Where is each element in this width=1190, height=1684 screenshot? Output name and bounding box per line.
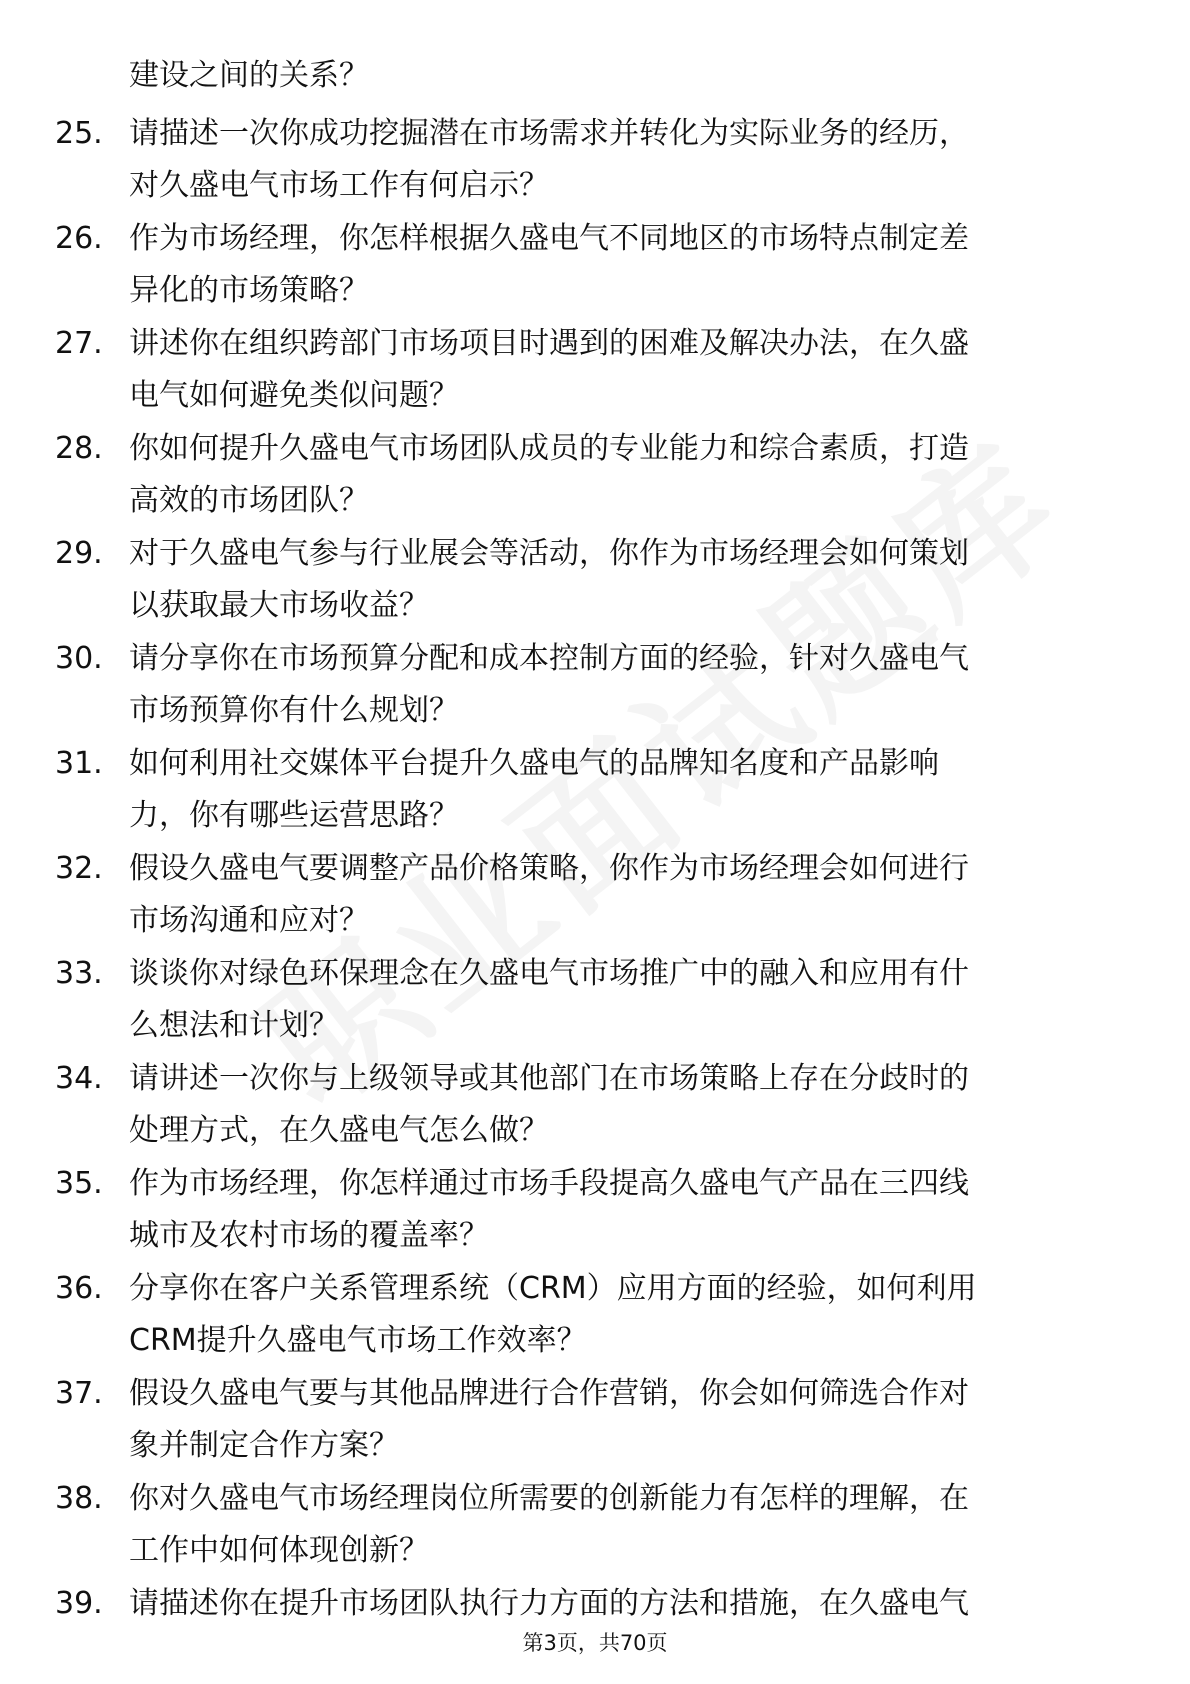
question-line: 假设久盛电气要与其他品牌进行合作营销，你会如何筛选合作对: [129, 1376, 969, 1411]
question-line: 工作中如何体现创新？: [129, 1533, 429, 1568]
question-line: 作为市场经理，你怎样通过市场手段提高久盛电气产品在三四线: [129, 1166, 969, 1201]
question-number: 32.: [55, 851, 103, 886]
question-line: 对于久盛电气参与行业展会等活动，你作为市场经理会如何策划: [129, 536, 969, 571]
question-number: 26.: [55, 221, 103, 256]
question-text: [129, 633, 1139, 737]
question-text: [129, 1473, 1139, 1577]
question-item: [0, 528, 1190, 633]
question-text: [129, 213, 1139, 317]
question-number: 27.: [55, 326, 103, 361]
question-line: 如何利用社交媒体平台提升久盛电气的品牌知名度和产品影响: [129, 746, 939, 781]
question-line: 请描述你在提升市场团队执行力方面的方法和措施，在久盛电气: [129, 1586, 969, 1621]
question-text: [129, 318, 1139, 422]
question-number: 34.: [55, 1061, 103, 1096]
question-item: [0, 843, 1190, 948]
question-text: [129, 528, 1139, 632]
question-line: 么想法和计划？: [129, 1008, 339, 1043]
question-item: [0, 1158, 1190, 1263]
question-line: 你如何提升久盛电气市场团队成员的专业能力和综合素质，打造: [129, 431, 969, 466]
question-line: 高效的市场团队？: [129, 483, 369, 518]
question-line: 分享你在客户关系管理系统（CRM）应用方面的经验，如何利用: [129, 1271, 977, 1306]
question-text: [129, 948, 1139, 1052]
question-item: [0, 1053, 1190, 1158]
question-line: 城市及农村市场的覆盖率？: [129, 1218, 489, 1253]
question-line: 你对久盛电气市场经理岗位所需要的创新能力有怎样的理解，在: [129, 1481, 969, 1516]
question-item: [0, 423, 1190, 528]
question-item: [0, 108, 1190, 213]
question-line: 电气如何避免类似问题？: [129, 378, 459, 413]
question-number: 28.: [55, 431, 103, 466]
question-line: 对久盛电气市场工作有何启示？: [129, 168, 549, 203]
question-item: [0, 1368, 1190, 1473]
question-line: 谈谈你对绿色环保理念在久盛电气市场推广中的融入和应用有什: [129, 956, 969, 991]
question-line: 以获取最大市场收益？: [129, 588, 429, 623]
question-number: 35.: [55, 1166, 103, 1201]
question-text: [129, 1053, 1139, 1157]
question-line: 请讲述一次你与上级领导或其他部门在市场策略上存在分歧时的: [129, 1061, 969, 1096]
question-item: [0, 633, 1190, 738]
question-line: 请描述一次你成功挖掘潜在市场需求并转化为实际业务的经历，: [129, 116, 969, 151]
question-number: 37.: [55, 1376, 103, 1411]
question-number: 29.: [55, 536, 103, 571]
question-item: [0, 1263, 1190, 1368]
question-text: [129, 843, 1139, 947]
question-text: [129, 1158, 1139, 1262]
question-number: 33.: [55, 956, 103, 991]
question-line: 市场沟通和应对？: [129, 903, 369, 938]
question-line: 象并制定合作方案？: [129, 1428, 399, 1463]
question-list: [0, 108, 1190, 1683]
question-text: [129, 1368, 1139, 1472]
question-text: [129, 1263, 1139, 1367]
question-item: [0, 738, 1190, 843]
question-text: [129, 108, 1139, 212]
question-number: 38.: [55, 1481, 103, 1516]
question-item: [0, 1473, 1190, 1578]
question-item: [0, 948, 1190, 1053]
question-line: 假设久盛电气要调整产品价格策略，你作为市场经理会如何进行: [129, 851, 969, 886]
question-number: 39.: [55, 1586, 103, 1621]
question-line: 讲述你在组织跨部门市场项目时遇到的困难及解决办法，在久盛: [129, 326, 969, 361]
question-item: [0, 318, 1190, 423]
question-line: 力，你有哪些运营思路？: [129, 798, 459, 833]
question-number: 30.: [55, 641, 103, 676]
question-line: 请分享你在市场预算分配和成本控制方面的经验，针对久盛电气: [129, 641, 969, 676]
question-line: 异化的市场策略？: [129, 273, 369, 308]
question-item: [0, 213, 1190, 318]
question-text: [129, 738, 1139, 842]
question-line: 处理方式，在久盛电气怎么做？: [129, 1113, 549, 1148]
page-footer: 第3页，共70页: [522, 1631, 668, 1655]
question-text: [129, 1578, 1139, 1630]
question-line: CRM提升久盛电气市场工作效率？: [129, 1323, 587, 1358]
question-text: [129, 423, 1139, 527]
question-number: 25.: [55, 116, 103, 151]
question-number: 36.: [55, 1271, 103, 1306]
question-line: 作为市场经理，你怎样根据久盛电气不同地区的市场特点制定差: [129, 221, 969, 256]
question-line: 市场预算你有什么规划？: [129, 693, 459, 728]
continuation-text: 建设之间的关系？: [129, 58, 369, 93]
question-number: 31.: [55, 746, 103, 781]
